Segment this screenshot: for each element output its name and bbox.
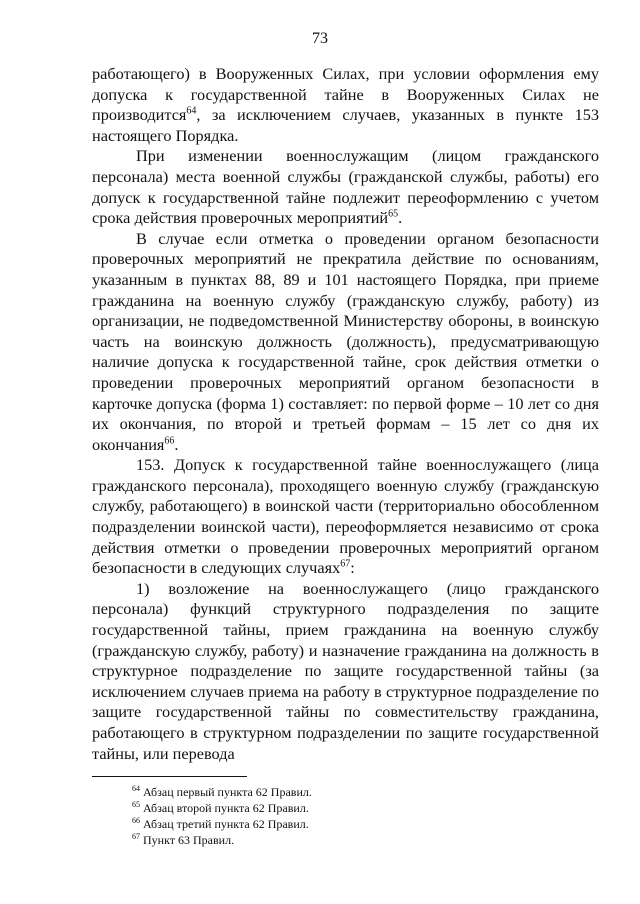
paragraph-text: : — [350, 558, 355, 578]
paragraph-item-1 — [92, 579, 599, 764]
footnote-reference: 67 — [340, 558, 351, 570]
footnote-number: 67 — [132, 832, 140, 841]
page-number: 73 — [312, 30, 328, 47]
footnote-text: Абзац второй пункта 62 Правил. — [140, 801, 309, 815]
paragraph-text: При изменении военнослужащим (лицом гражданского персонала) места военной службы (гражданской службы, работы) его допуск к государственной тайне подлежит переоформлению с учетом срока действия проверочных мероприятий — [92, 146, 599, 228]
footnote-reference: 66 — [164, 435, 175, 447]
paragraph-text: 153. Допуск к государственной тайне военнослужащего (лица гражданского персонала), проходящего военную службу (гражданскую службу, работающего) в воинской части (территориально обособленном подразделении воинской части), переоформляется независимо от срока действия отметки о проведении проверочных мероприятий органом безопасности в следующих случаях — [92, 455, 599, 578]
paragraph-text: работающего) в Вооруженных Силах, при условии оформления ему допуска к государственной тайне в Вооруженных Силах не производится — [92, 64, 599, 125]
paragraph-text: В случае если отметка о проведении органом безопасности проверочных мероприятий не прекратила действие по основаниям, указанным в пунктах 88, 89 и 101 настоящего Порядка, при приеме гражданина на военную службу (гражданскую службу, работу) из организации, не подведомственной Министерству обороны, в воинскую часть на воинскую должность (должность), предусматривающую наличие допуска к государственной тайне, срок действия отметки о проведении проверочных мероприятий органом безопасности в карточке допуска (форма 1) составляет: по первой форме – 10 лет со дня их окончания, по второй и третьей формам – 15 лет со дня их окончания — [92, 228, 599, 454]
paragraph-text: , за исключением случаев, указанных в пункте 153 настоящего Порядка. — [92, 105, 599, 145]
footnotes — [132, 784, 552, 848]
footnote-67 — [132, 832, 552, 848]
footnote-separator — [92, 776, 247, 777]
footnote-reference: 64 — [186, 105, 197, 117]
paragraph-continuation — [92, 64, 599, 146]
paragraph-text: 1) возложение на военнослужащего (лицо гражданского персонала) функций структурного подразделения по защите государственной тайны, прием гражданина на военную службу (гражданскую службу, работу) и назначение гражданина на должность в структурное подразделение по защите государственной тайны (за исключением случаев приема на работу в структурное подразделение по защите государственной тайны по совместительству гражданина, работающего в структурном подразделении по защите государственной тайны, или перевода — [92, 578, 599, 763]
footnote-text: Абзац первый пункта 62 Правил. — [140, 785, 312, 799]
footnote-64 — [132, 784, 552, 800]
footnote-number: 64 — [132, 784, 140, 793]
paragraph-text: . — [174, 434, 179, 454]
paragraph-text: . — [398, 208, 403, 228]
footnote-66 — [132, 816, 552, 832]
footnote-reference: 65 — [388, 208, 399, 220]
footnote-number: 65 — [132, 800, 140, 809]
paragraph-check-mark-validity — [92, 229, 599, 456]
footnote-text: Абзац третий пункта 62 Правил. — [140, 817, 309, 831]
footnote-65 — [132, 800, 552, 816]
footnote-number: 66 — [132, 816, 140, 825]
body-text — [92, 64, 599, 764]
paragraph-change-of-service — [92, 146, 599, 228]
paragraph-clause-153 — [92, 455, 599, 579]
footnote-text: Пункт 63 Правил. — [140, 833, 235, 847]
